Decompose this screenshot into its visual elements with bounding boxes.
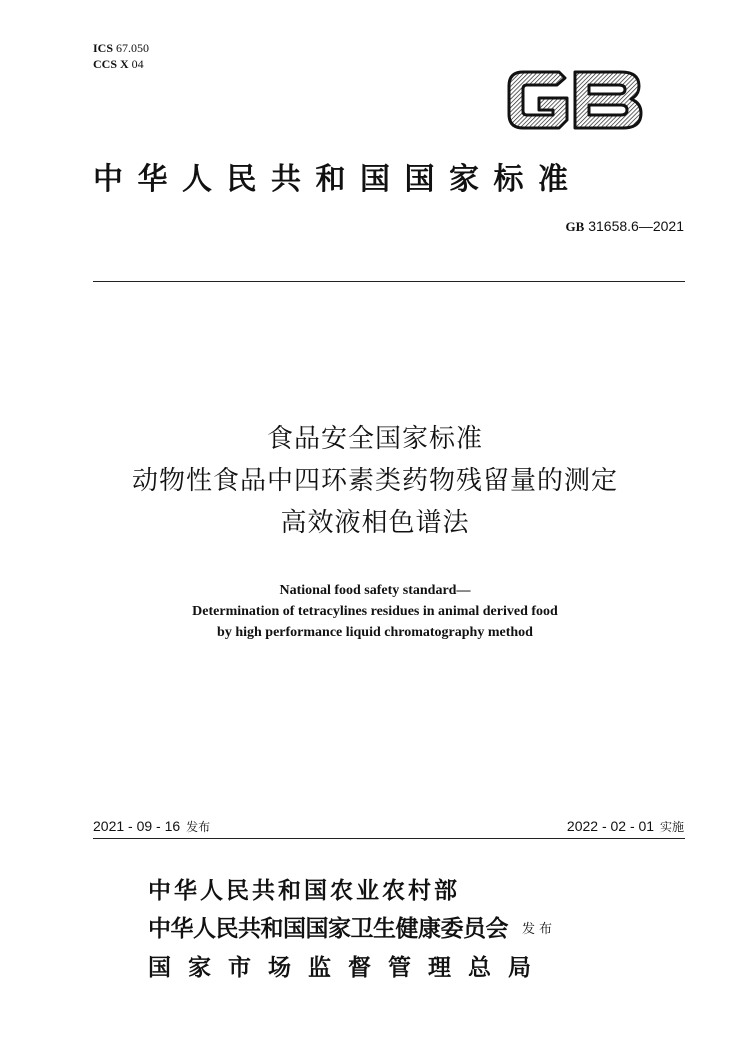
issuer-line-3: 国家市场监督管理总局 [148, 954, 548, 981]
english-title-line-3: by high performance liquid chromatography method [217, 625, 533, 640]
release-date [93, 818, 210, 835]
english-title-line-2: Determination of tetracylines residues in animal derived food [192, 604, 558, 619]
ics-value: 67.050 [116, 41, 150, 55]
implement-date-value: 2022 - 02 - 01 [566, 818, 655, 834]
ics-label: ICS [93, 41, 114, 55]
chinese-title-line-2: 动物性食品中四环素类药物残留量的测定 [131, 466, 618, 496]
implement-date [567, 818, 684, 835]
issuer-line-2-text: 中华人民共和国国家卫生健康委员会 [148, 915, 508, 942]
issuer-suffix: 发布 [522, 922, 557, 937]
english-title-line-1: National food safety standard— [279, 583, 471, 598]
ccs-value: 04 [131, 57, 144, 71]
ccs-code [93, 56, 149, 72]
issuing-authorities [148, 872, 556, 987]
implement-label: 实施 [659, 820, 684, 834]
ics-code [93, 40, 149, 56]
header-divider [93, 281, 685, 282]
gb-logo-icon [503, 68, 645, 132]
standard-type-title: 中华人民共和国国家标准 [93, 162, 583, 197]
issuer-line-2 [148, 910, 556, 949]
ccs-label: CCS X [93, 57, 129, 71]
issuer-line-1: 中华人民共和国农业农村部 [148, 877, 460, 904]
standard-code: 31658.6—2021 [588, 218, 684, 234]
chinese-title-line-3: 高效液相色谱法 [280, 508, 470, 538]
standard-prefix: GB [565, 219, 585, 234]
release-label: 发布 [186, 820, 211, 834]
standard-number [566, 218, 684, 235]
footer-divider [93, 838, 685, 839]
english-title [0, 580, 750, 643]
release-date-value: 2021 - 09 - 16 [93, 818, 181, 834]
chinese-title-line-1: 食品安全国家标准 [266, 424, 483, 454]
classification-codes [93, 40, 149, 72]
chinese-title [0, 418, 750, 544]
